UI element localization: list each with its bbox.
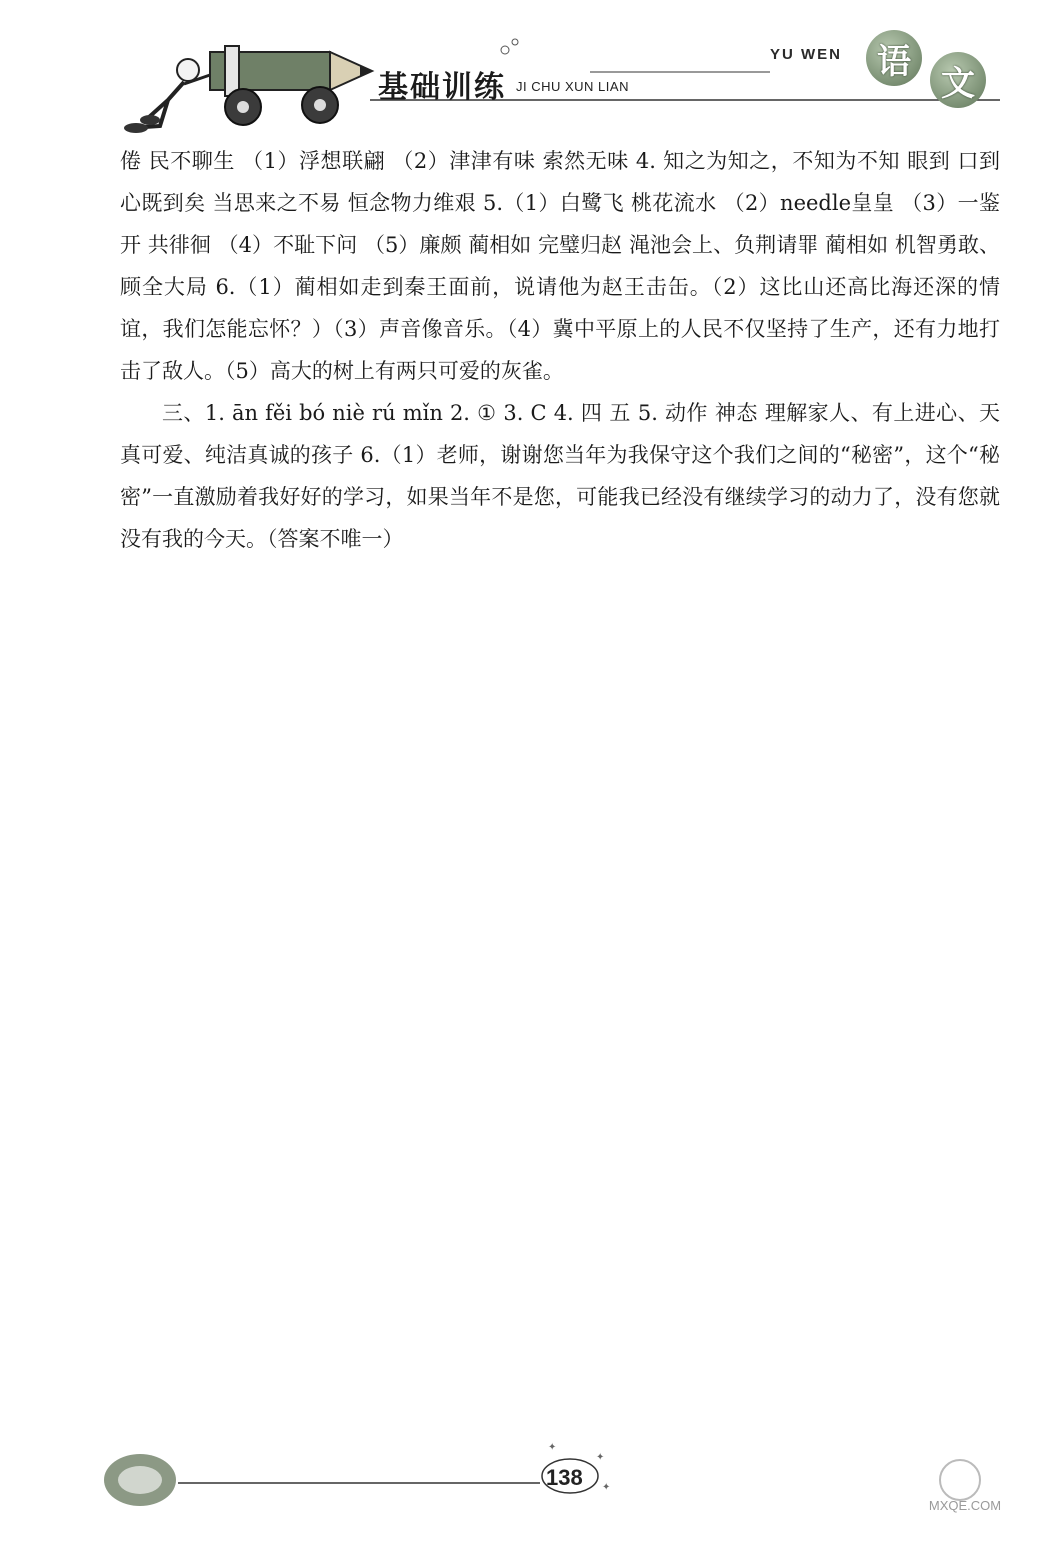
watermark-logo-icon bbox=[940, 1460, 980, 1500]
svg-text:✦: ✦ bbox=[602, 1482, 611, 1493]
answer-paragraph-2: 三、1. ān fěi bó niè rú mǐn 2. ① 3. C 4. 四 五 5. 动作 神态 理解家人、有上进心、天真可爱、纯洁真诚的孩子 6.（1）老师，谢谢您当年为我保守这个我们之间的“秘密”，这个“秘密”一直激励着我好好的学习，如果当年不是您，可能我已经没有继续学习的动力了，没有您就没有我的今天。（答案不唯一） bbox=[120, 401, 1000, 551]
brand-pinyin: JI CHU XUN LIAN bbox=[516, 79, 629, 94]
brand-title: 基础训练 bbox=[378, 70, 506, 105]
footer-decoration bbox=[0, 1430, 1044, 1543]
subject-badge-1: 语 bbox=[866, 30, 922, 86]
page-header bbox=[0, 0, 1044, 150]
page-footer bbox=[0, 1430, 1044, 1543]
subject-badge-2: 文 bbox=[930, 52, 986, 108]
svg-text:✦: ✦ bbox=[596, 1452, 605, 1463]
subject-pinyin: YU WEN bbox=[770, 46, 842, 63]
svg-text:✦: ✦ bbox=[548, 1442, 557, 1453]
answer-paragraph-1: 倦 民不聊生 （1）浮想联翩 （2）津津有味 索然无味 4. 知之为知之，不知为不知 眼到 口到 心既到矣 当思来之不易 恒念物力维艰 5.（1）白鹭飞 桃花流水 （2）needle皇皇 （3）一鉴开 共徘徊 （4）不耻下问 （5）廉颇 蔺相如 完璧归赵 渑池会上、负荆请罪 蔺相如 机智勇敢、顾全大局 6.（1）蔺相如走到秦王面前，说请他为赵王击缶。（2）这比山还高比海还深的情谊，我们怎能忘怀？）（3）声音像音乐。（4）冀中平原上的人民不仅坚持了生产，还有力地打击了敌人。（5）高大的树上有两只可爱的灰雀。 bbox=[120, 149, 1000, 383]
boy-head-icon bbox=[177, 59, 199, 81]
page-number: 138 bbox=[546, 1465, 583, 1490]
answer-content bbox=[120, 140, 1000, 560]
watermark-text: MXQE.COM bbox=[928, 1498, 1002, 1513]
pencil-band-icon bbox=[225, 46, 239, 96]
